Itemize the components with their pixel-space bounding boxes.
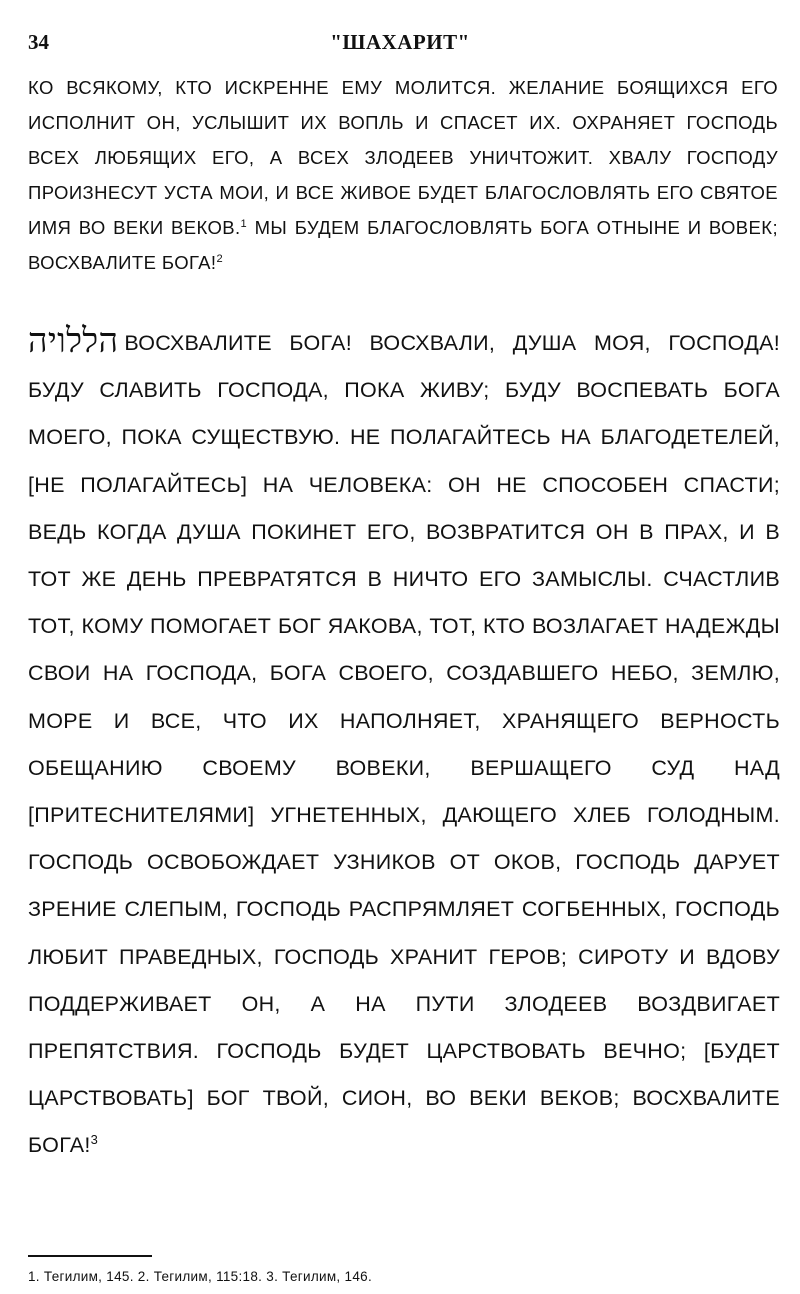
paragraph-2: [28, 318, 780, 1170]
running-head: "ШАХАРИТ": [330, 30, 470, 54]
hebrew-hallelujah: הללויה: [28, 321, 119, 361]
paragraph-1: [28, 70, 778, 280]
footnote-divider: [28, 1255, 152, 1257]
paragraph-2-text: ВОСХВАЛИТЕ БОГА! ВОСХВАЛИ, ДУША МОЯ, ГОСПОДА! БУДУ СЛАВИТЬ ГОСПОДА, ПОКА ЖИВУ; БУДУ ВОСПЕВАТЬ БОГА МОЕГО, ПОКА СУЩЕСТВУЮ. НЕ ПОЛАГАЙТЕСЬ НА БЛАГОДЕТЕЛЕЙ, [НЕ ПОЛАГАЙТЕСЬ] НА ЧЕЛОВЕКА: ОН НЕ СПОСОБЕН СПАСТИ; ВЕДЬ КОГДА ДУША ПОКИНЕТ ЕГО, ВОЗВРАТИТСЯ ОН В ПРАХ, И В ТОТ ЖЕ ДЕНЬ ПРЕВРАТЯТСЯ В НИЧТО ЕГО ЗАМЫСЛЫ. СЧАСТЛИВ ТОТ, КОМУ ПОМОГАЕТ БОГ ЯАКОВА, ТОТ, КТО ВОЗЛАГАЕТ НАДЕЖДЫ СВОИ НА ГОСПОДА, БОГА СВОЕГО, СОЗДАВШЕГО НЕБО, ЗЕМЛЮ, МОРЕ И ВСЕ, ЧТО ИХ НАПОЛНЯЕТ, ХРАНЯЩЕГО ВЕРНОСТЬ ОБЕЩАНИЮ СВОЕМУ ВОВЕКИ, ВЕРШАЩЕГО СУД НАД [ПРИТЕСНИТЕЛЯМИ] УГНЕТЕННЫХ, ДАЮЩЕГО ХЛЕБ ГОЛОДНЫМ. ГОСПОДЬ ОСВОБОЖДАЕТ УЗНИКОВ ОТ ОКОВ, ГОСПОДЬ ДАРУЕТ ЗРЕНИЕ СЛЕПЫМ, ГОСПОДЬ РАСПРЯМЛЯЕТ СОГБЕННЫХ, ГОСПОДЬ ЛЮБИТ ПРАВЕДНЫХ, ГОСПОДЬ ХРАНИТ ГЕРОВ; СИРОТУ И ВДОВУ ПОДДЕРЖИВАЕТ ОН, А НА ПУТИ ЗЛОДЕЕВ ВОЗДВИГАЕТ ПРЕПЯТСТВИЯ. ГОСПОДЬ БУДЕТ ЦАРСТВОВАТЬ ВЕЧНО; [БУДЕТ ЦАРСТВОВАТЬ] БОГ ТВОЙ, СИОН, ВО ВЕКИ ВЕКОВ; ВОСХВАЛИТЕ БОГА!: [28, 331, 780, 1158]
footnote-mark-3: 3: [90, 1132, 99, 1148]
page-number: 34: [28, 30, 49, 54]
footnote-mark-1: 1: [240, 217, 248, 230]
footnotes: 1. Тегилим, 145. 2. Тегилим, 115:18. 3. Тегилим, 146.: [28, 1269, 373, 1284]
paragraph-1-text-b: МЫ БУДЕМ БЛАГОСЛОВЛЯТЬ БОГА ОТНЫНЕ И ВОВЕК; ВОСХВАЛИТЕ БОГА!: [28, 217, 779, 273]
paragraph-1-text-a: КО ВСЯКОМУ, КТО ИСКРЕННЕ ЕМУ МОЛИТСЯ. ЖЕЛАНИЕ БОЯЩИХСЯ ЕГО ИСПОЛНИТ ОН, УСЛЫШИТ ИХ ВОПЛЬ И СПАСЕТ ИХ. ОХРАНЯЕТ ГОСПОДЬ ВСЕХ ЛЮБЯЩИХ ЕГО, А ВСЕХ ЗЛОДЕЕВ УНИЧТОЖИТ. ХВАЛУ ГОСПОДУ ПРОИЗНЕСУТ УСТА МОИ, И ВСЕ ЖИВОЕ БУДЕТ БЛАГОСЛОВЛЯТЬ ЕГО СВЯТОЕ ИМЯ ВО ВЕКИ ВЕКОВ.: [28, 77, 778, 238]
footnote-mark-2: 2: [216, 252, 224, 265]
